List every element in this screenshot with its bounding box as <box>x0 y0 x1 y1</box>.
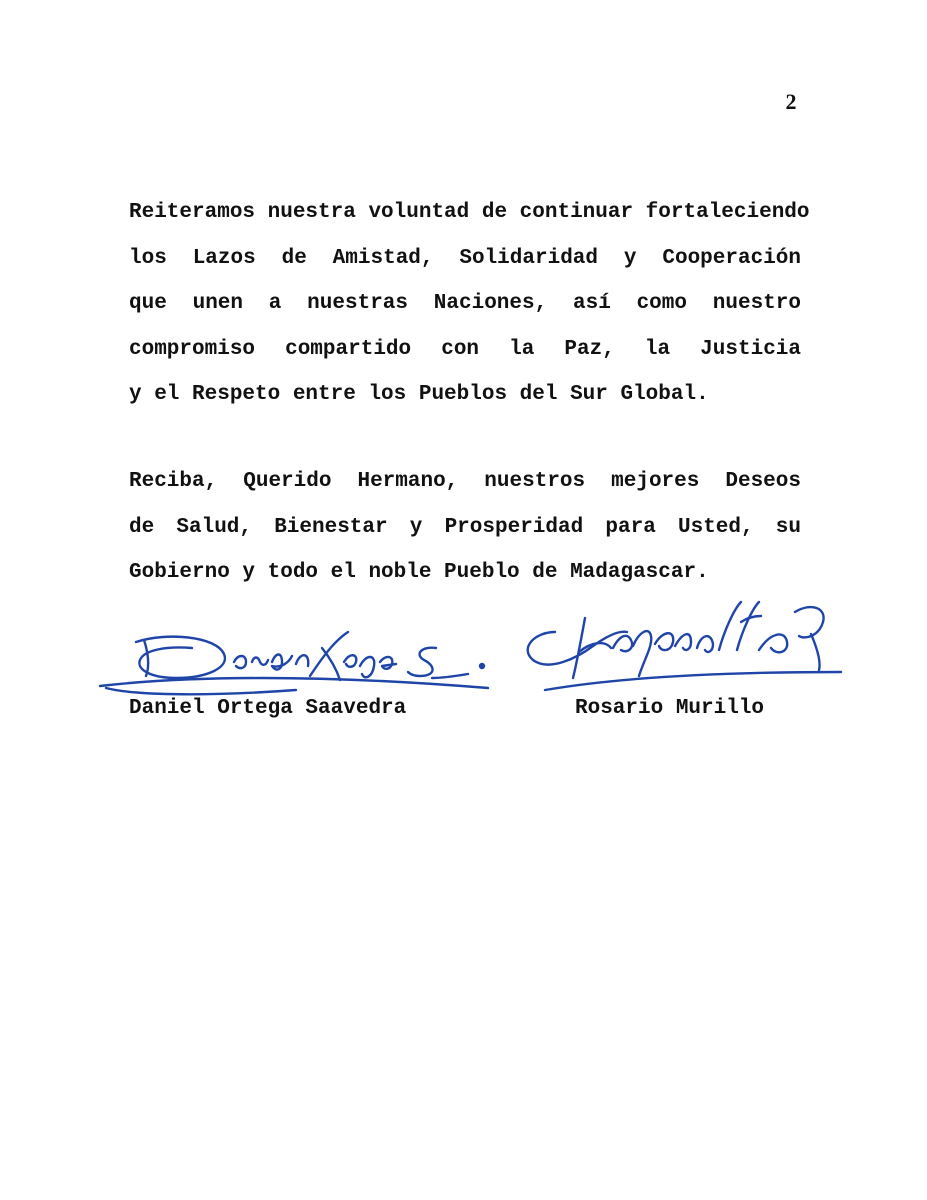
page-number: 2 <box>785 89 797 114</box>
paragraph-line: que unen a nuestras Naciones, así como nuestro <box>129 292 801 315</box>
paragraph-line: Reciba, Querido Hermano, nuestros mejores Deseos <box>129 470 801 493</box>
paragraph-line: Gobierno y todo el noble Pueblo de Madagascar. <box>129 561 709 584</box>
signer-name-daniel-ortega: Daniel Ortega Saavedra <box>129 697 407 720</box>
paragraph-line: compromiso compartido con la Paz, la Justicia <box>129 337 801 361</box>
signer-name-rosario-murillo: Rosario Murillo <box>575 697 765 720</box>
paragraph-line: y el Respeto entre los Pueblos del Sur Global. <box>129 383 709 406</box>
signature-rosario-murillo <box>515 592 845 702</box>
paragraph-reaffirmation <box>129 190 810 418</box>
signature-daniel-ortega <box>96 622 496 702</box>
paragraph-closing-wishes <box>129 459 801 596</box>
paragraph-line: de Salud, Bienestar y Prosperidad para Usted, su <box>129 515 801 539</box>
paragraph-line: Reiteramos nuestra voluntad de continuar fortaleciendo <box>129 201 810 224</box>
paragraph-line: los Lazos de Amistad, Solidaridad y Cooperación <box>129 246 801 270</box>
